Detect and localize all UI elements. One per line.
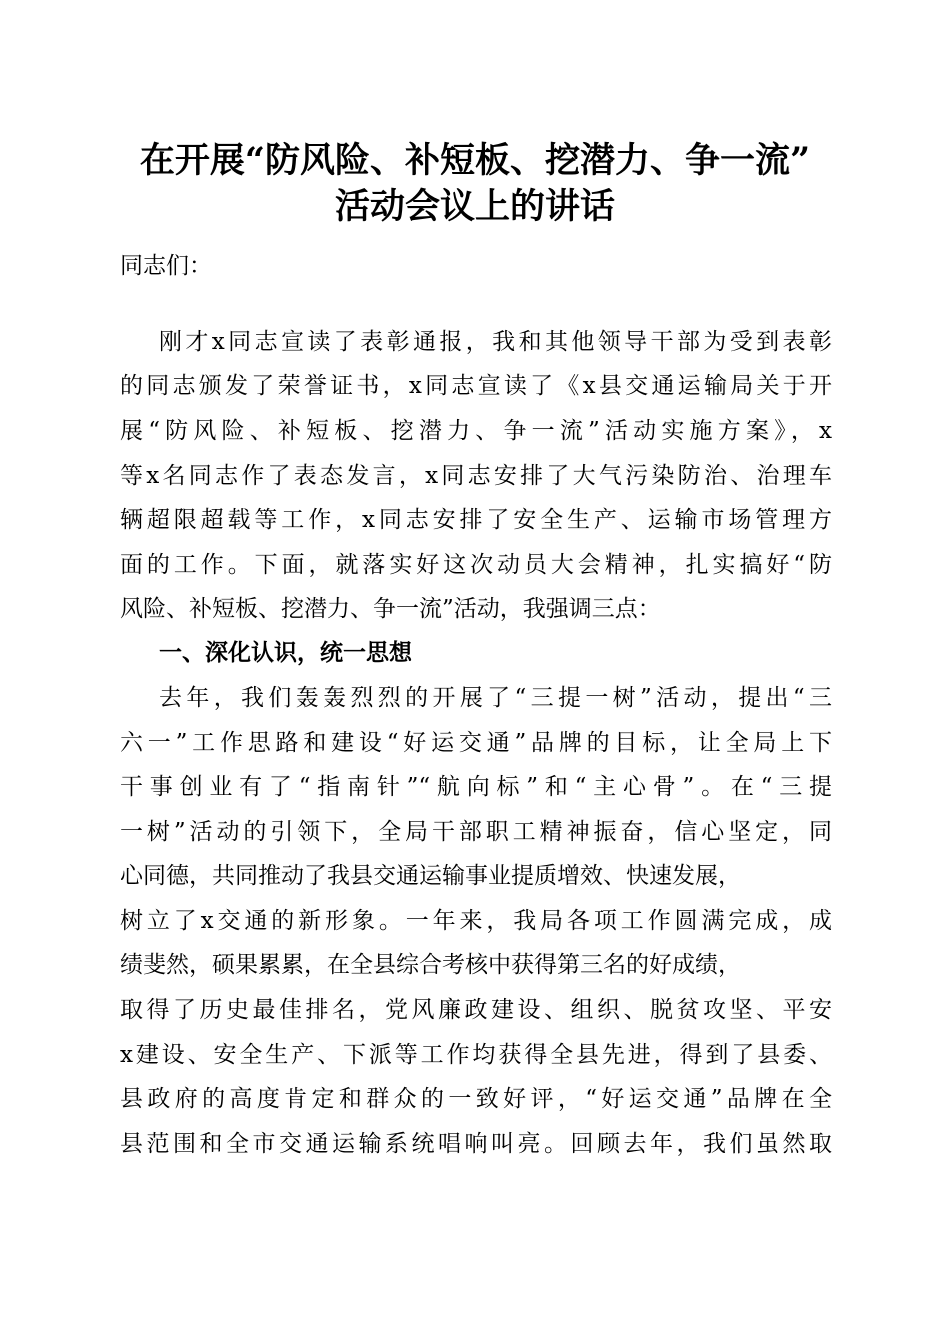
paragraph-1-line: 面的工作。下面，就落实好这次动员大会精神，扎实搞好“防 bbox=[120, 552, 832, 578]
paragraph-1-line: 的同志颁发了荣誉证书，x同志宣读了《x县交通运输局关于开 bbox=[120, 373, 832, 399]
paragraph-2-line: 六一”工作思路和建设“好运交通”品牌的目标，让全局上下 bbox=[120, 730, 832, 756]
paragraph-1-line: 刚才x同志宣读了表彰通报，我和其他领导干部为受到表彰 bbox=[159, 329, 832, 355]
paragraph-1-line: 辆超限超载等工作，x同志安排了安全生产、运输市场管理方 bbox=[120, 507, 832, 533]
paragraph-2-line: 去年，我们轰轰烈烈的开展了“三提一树”活动，提出“三 bbox=[159, 685, 832, 711]
document-title-line-2: 活动会议上的讲话 bbox=[334, 186, 615, 227]
paragraph-2-line: 取得了历史最佳排名，党风廉政建设、组织、脱贫攻坚、平安 bbox=[120, 997, 832, 1023]
paragraph-2-line: 树立了x交通的新形象。一年来，我局各项工作圆满完成，成 bbox=[120, 908, 832, 934]
paragraph-1-line: 风险、补短板、挖潜力、争一流”活动，我强调三点： bbox=[120, 596, 661, 622]
paragraph-2-line: 绩斐然，硕果累累，在全县综合考核中获得第三名的好成绩， bbox=[120, 952, 741, 978]
salutation: 同志们： bbox=[120, 253, 212, 279]
paragraph-1-line: 展“防风险、补短板、挖潜力、争一流”活动实施方案》，x bbox=[120, 418, 832, 444]
paragraph-2-line: 一树”活动的引领下，全局干部职工精神振奋，信心坚定，同 bbox=[120, 819, 832, 845]
paragraph-2-line: 干事创业有了“指南针”“航向标”和“主心骨”。在“三提 bbox=[120, 774, 832, 800]
paragraph-2-line: x建设、安全生产、下派等工作均获得全县先进，得到了县委、 bbox=[120, 1042, 832, 1068]
document-title-line-1: 在开展“防风险、补短板、挖潜力、争一流” bbox=[139, 140, 811, 181]
paragraph-2-line: 县范围和全市交通运输系统唱响叫亮。回顾去年，我们虽然取 bbox=[120, 1131, 832, 1157]
paragraph-2-line: 县政府的高度肯定和群众的一致好评，“好运交通”品牌在全 bbox=[120, 1086, 832, 1112]
paragraph-1-line: 等x名同志作了表态发言，x同志安排了大气污染防治、治理车 bbox=[120, 463, 832, 489]
section-heading-1: 一、深化认识，统一思想 bbox=[159, 640, 412, 666]
paragraph-2-line: 心同德，共同推动了我县交通运输事业提质增效、快速发展， bbox=[120, 863, 741, 889]
